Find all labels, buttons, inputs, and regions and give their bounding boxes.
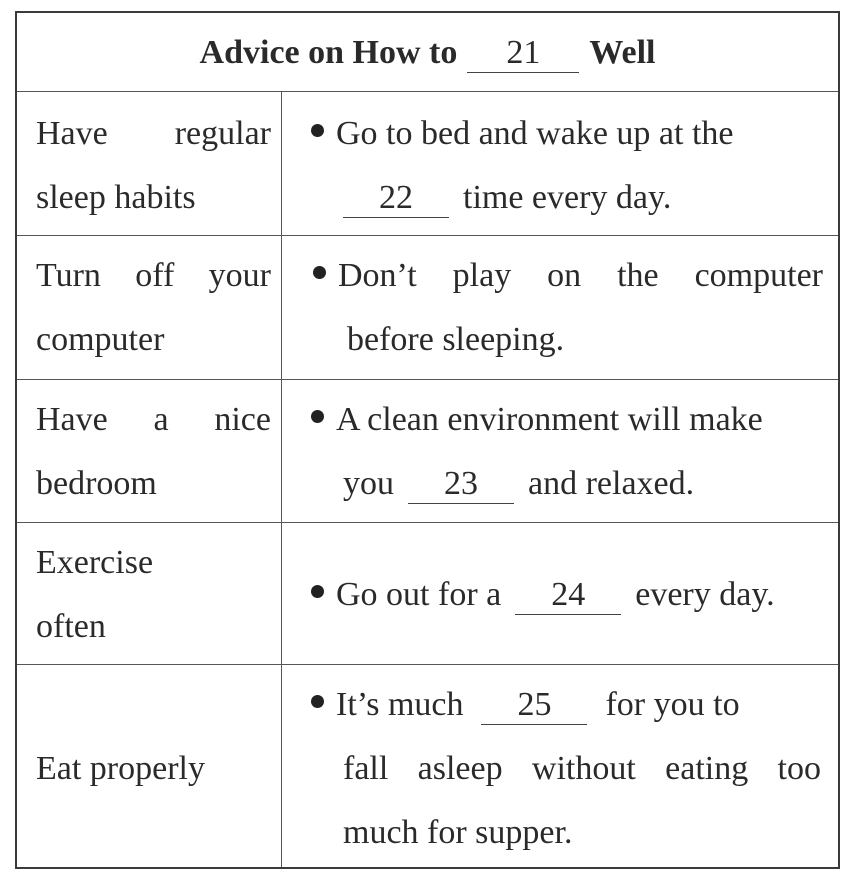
bullet-icon xyxy=(311,124,324,137)
advice-line: Exercise xyxy=(36,544,154,581)
blank-22: 22 xyxy=(343,178,449,218)
detail-cell xyxy=(311,244,823,372)
detail-line xyxy=(309,166,821,230)
table-row-bedroom xyxy=(17,380,838,523)
table-row-eat-properly xyxy=(17,665,838,869)
advice-line: bedroom xyxy=(36,465,157,502)
table-row-computer xyxy=(17,236,838,380)
advice-line: often xyxy=(36,608,106,645)
blank-21: 21 xyxy=(467,33,579,73)
detail-cell xyxy=(309,102,821,230)
bullet-icon xyxy=(311,585,324,598)
advice-line: sleep habits xyxy=(36,179,196,216)
advice-line: Turn off your xyxy=(36,257,271,294)
detail-line: much for supper. xyxy=(343,814,573,851)
detail-text: It’s much xyxy=(336,686,464,723)
detail-text: Don’t play on the computer xyxy=(338,257,823,294)
table-row-exercise xyxy=(17,523,838,665)
detail-text: time every day. xyxy=(463,179,672,216)
detail-line xyxy=(309,102,821,166)
detail-cell xyxy=(309,388,821,516)
table-title-row xyxy=(17,13,838,92)
table-row-sleep-habits xyxy=(17,92,838,236)
detail-cell xyxy=(309,563,821,627)
advice-table xyxy=(15,11,840,869)
detail-text: Go to bed and wake up at the xyxy=(336,115,734,152)
bullet-icon xyxy=(313,266,326,279)
advice-cell xyxy=(36,388,271,516)
advice-cell xyxy=(36,531,271,659)
bullet-icon xyxy=(311,410,324,423)
detail-line xyxy=(311,244,823,308)
detail-cell xyxy=(309,673,821,865)
advice-line: Have regular xyxy=(36,115,271,152)
detail-text: Go out for a xyxy=(336,576,502,613)
detail-text: you xyxy=(343,465,394,502)
detail-line xyxy=(309,388,821,452)
detail-text: for you to xyxy=(605,686,740,723)
title-suffix: Well xyxy=(589,34,656,71)
detail-line: before sleeping. xyxy=(347,321,565,358)
detail-text: every day. xyxy=(635,576,775,613)
detail-line: fall asleep without eating too xyxy=(343,750,821,787)
advice-cell xyxy=(36,737,271,801)
advice-line: Have a nice xyxy=(36,401,271,438)
blank-23: 23 xyxy=(408,464,514,504)
blank-25: 25 xyxy=(481,685,587,725)
title-prefix: Advice on How to xyxy=(199,34,458,71)
advice-cell xyxy=(36,244,271,372)
detail-line xyxy=(309,452,821,516)
detail-text: and relaxed. xyxy=(528,465,695,502)
detail-line xyxy=(309,563,821,627)
blank-24: 24 xyxy=(515,575,621,615)
detail-line xyxy=(309,673,821,737)
detail-text: A clean environment will make xyxy=(336,401,763,438)
advice-cell xyxy=(36,102,271,230)
table-title xyxy=(17,33,838,73)
advice-line: Eat properly xyxy=(36,750,205,787)
bullet-icon xyxy=(311,695,324,708)
advice-line: computer xyxy=(36,321,165,358)
